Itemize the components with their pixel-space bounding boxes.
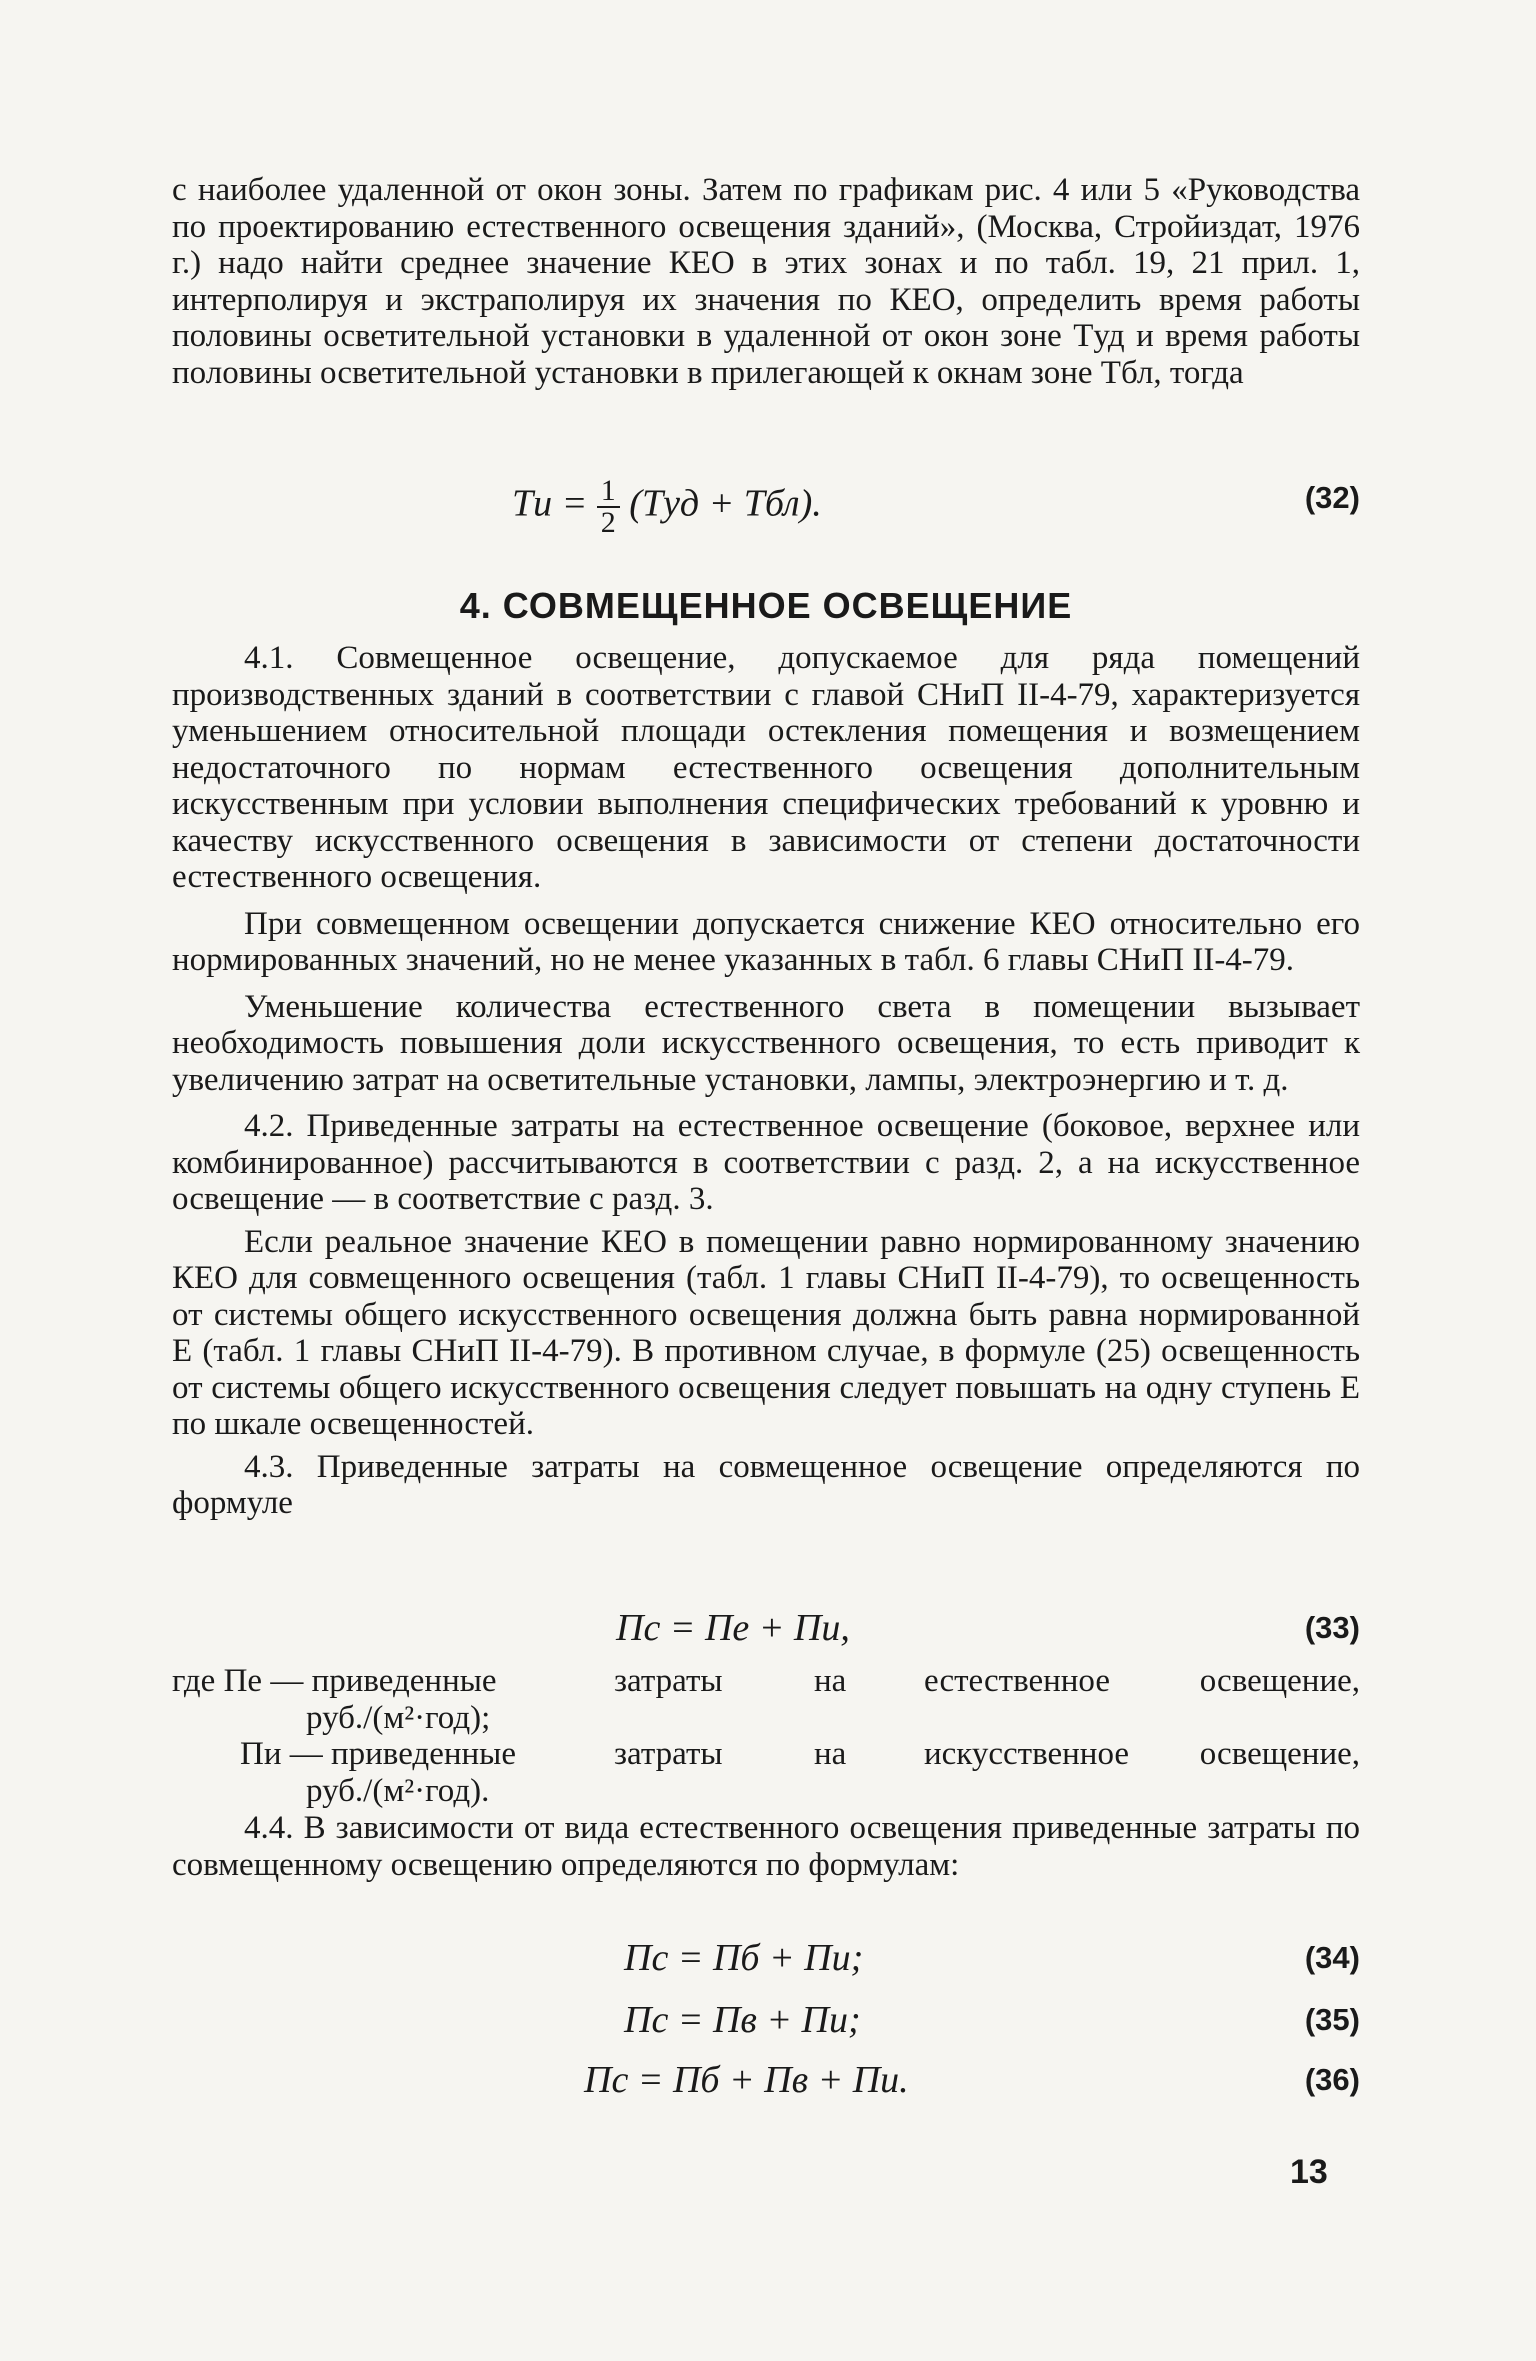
formula-34-expression: Пс = Пб + Пи;: [624, 1937, 864, 1979]
formula-36-expression: Пс = Пб + Пв + Пи.: [584, 2059, 909, 2101]
intro-paragraph: с наиболее удаленной от окон зоны. Затем по графикам рис. 4 или 5 «Руководства по проектированию естественного освещения зданий», (Москва, Стройиздат, 1976 г.) надо найти среднее значение КЕО в этих зонах и по табл. 19, 21 прил. 1, интерполируя и экстраполируя их значения по КЕО, определить время работы половины осветительной установки в удаленной от окон зоне Tуд и время работы половины осветительной установки в прилегающей к окнам зоне Tбл, тогда: [172, 172, 1360, 391]
formula-32-rhs: (Tуд + Tбл).: [629, 482, 822, 525]
formula-36: [172, 2052, 1360, 2114]
formula-32-fraction: [597, 476, 620, 538]
definition-row: [172, 1663, 1360, 1700]
paragraph-4-1: 4.1. Совмещенное освещение, допускаемое для ряда помещений производственных зданий в соответствии с главой СНиП II-4-79, характеризуется уменьшением относительной площади остекления помещения и возмещением недостаточного по нормам естественного освещения дополнительным искусственным при условии выполнения специфических требований к уровню и качеству искусственного освещения в зависимости от степени достаточности естественного освещения.: [172, 640, 1360, 895]
definition-word: освещение,: [1199, 1663, 1360, 1699]
definitions-table: [172, 1663, 1360, 1809]
definition-word: освещение,: [1199, 1736, 1360, 1772]
paragraph-4-2: 4.2. Приведенные затраты на естественное освещение (боковое, верхнее или комбинированное) рассчитываются в соответствии с разд. 2, а на искусственное освещение — в соответствие с разд. 3.: [172, 1108, 1360, 1217]
definition-unit-row: [172, 1773, 1360, 1810]
formula-33-number: (33): [1304, 1610, 1360, 1645]
intro-block: [172, 172, 1360, 391]
formula-32-expression: Tи = $\frac{1}{2}$ (Tуд + Tбл).: [512, 474, 822, 539]
paragraph-4-3: 4.3. Приведенные затраты на совмещенное освещение определяются по формуле: [172, 1448, 1360, 1521]
formula-35-number: (35): [1304, 2002, 1360, 2037]
formula-33: [172, 1600, 1360, 1662]
formula-36-number: (36): [1304, 2062, 1360, 2097]
paragraph-keo: При совмещенном освещении допускается снижение КЕО относительно его нормированных значений, но не менее указанных в табл. 6 главы СНиП II-4-79.: [172, 905, 1360, 978]
formula-32-denominator: 2: [600, 506, 616, 539]
definitions-block: [172, 1663, 1360, 1809]
formula-35: [172, 1992, 1360, 2054]
formula-32: [172, 470, 1360, 539]
body-block-1: [172, 640, 1360, 1522]
formula-34-number: (34): [1304, 1940, 1360, 1975]
formula-33-expression: Пс = Пе + Пи,: [616, 1607, 850, 1649]
section-heading-block: [172, 585, 1360, 627]
definition-prefix: где: [172, 1663, 224, 1699]
definition-word: на: [814, 1736, 847, 1772]
definition-word: затраты: [614, 1663, 723, 1699]
formula-35-expression: Пс = Пв + Пи;: [624, 1999, 861, 2041]
page-number: 13: [1290, 2153, 1328, 2191]
paragraph-reduce: Уменьшение количества естественного света в помещении вызывает необходимость повышения доли искусственного освещения, то есть приводит к увеличению затрат на осветительные установки, лампы, электроэнергию и т. д.: [172, 988, 1360, 1098]
definition-word: на: [814, 1663, 847, 1699]
definition-unit: руб./(м²·год);: [306, 1699, 491, 1736]
definition-term: Пе — приведенные: [223, 1663, 497, 1699]
definition-row: [172, 1736, 1360, 1773]
definition-unit-row: [172, 1700, 1360, 1737]
paragraph-real: Если реальное значение КЕО в помещении равно нормированному значению КЕО для совмещенного освещения (табл. 1 главы СНиП II-4-79), то освещенность от системы общего искусственного освещения должна быть равна нормированной E (табл. 1 главы СНиП II-4-79). В противном случае, в формуле (25) освещенность от системы общего искусственного освещения следует повышать на одну ступень E по шкале освещенностей.: [172, 1223, 1360, 1442]
definition-term: Пи — приведенные: [240, 1736, 516, 1772]
formula-34: [172, 1930, 1360, 1992]
formula-32-number: (32): [1304, 480, 1360, 515]
formula-32-lhs: Tи: [512, 482, 553, 525]
paragraph-4-4: 4.4. В зависимости от вида естественного освещения приведенные затраты по совмещенному освещению определяются по формулам:: [172, 1810, 1360, 1883]
formula-32-numerator: 1: [597, 476, 620, 508]
definition-unit: руб./(м²·год).: [306, 1772, 490, 1809]
section-title: 4. СОВМЕЩЕННОЕ ОСВЕЩЕНИЕ: [459, 585, 1073, 626]
body-block-2: [172, 1810, 1360, 1883]
definition-word: искусственное: [924, 1736, 1129, 1772]
definition-word: затраты: [614, 1736, 723, 1772]
definition-word: естественное: [924, 1663, 1110, 1699]
